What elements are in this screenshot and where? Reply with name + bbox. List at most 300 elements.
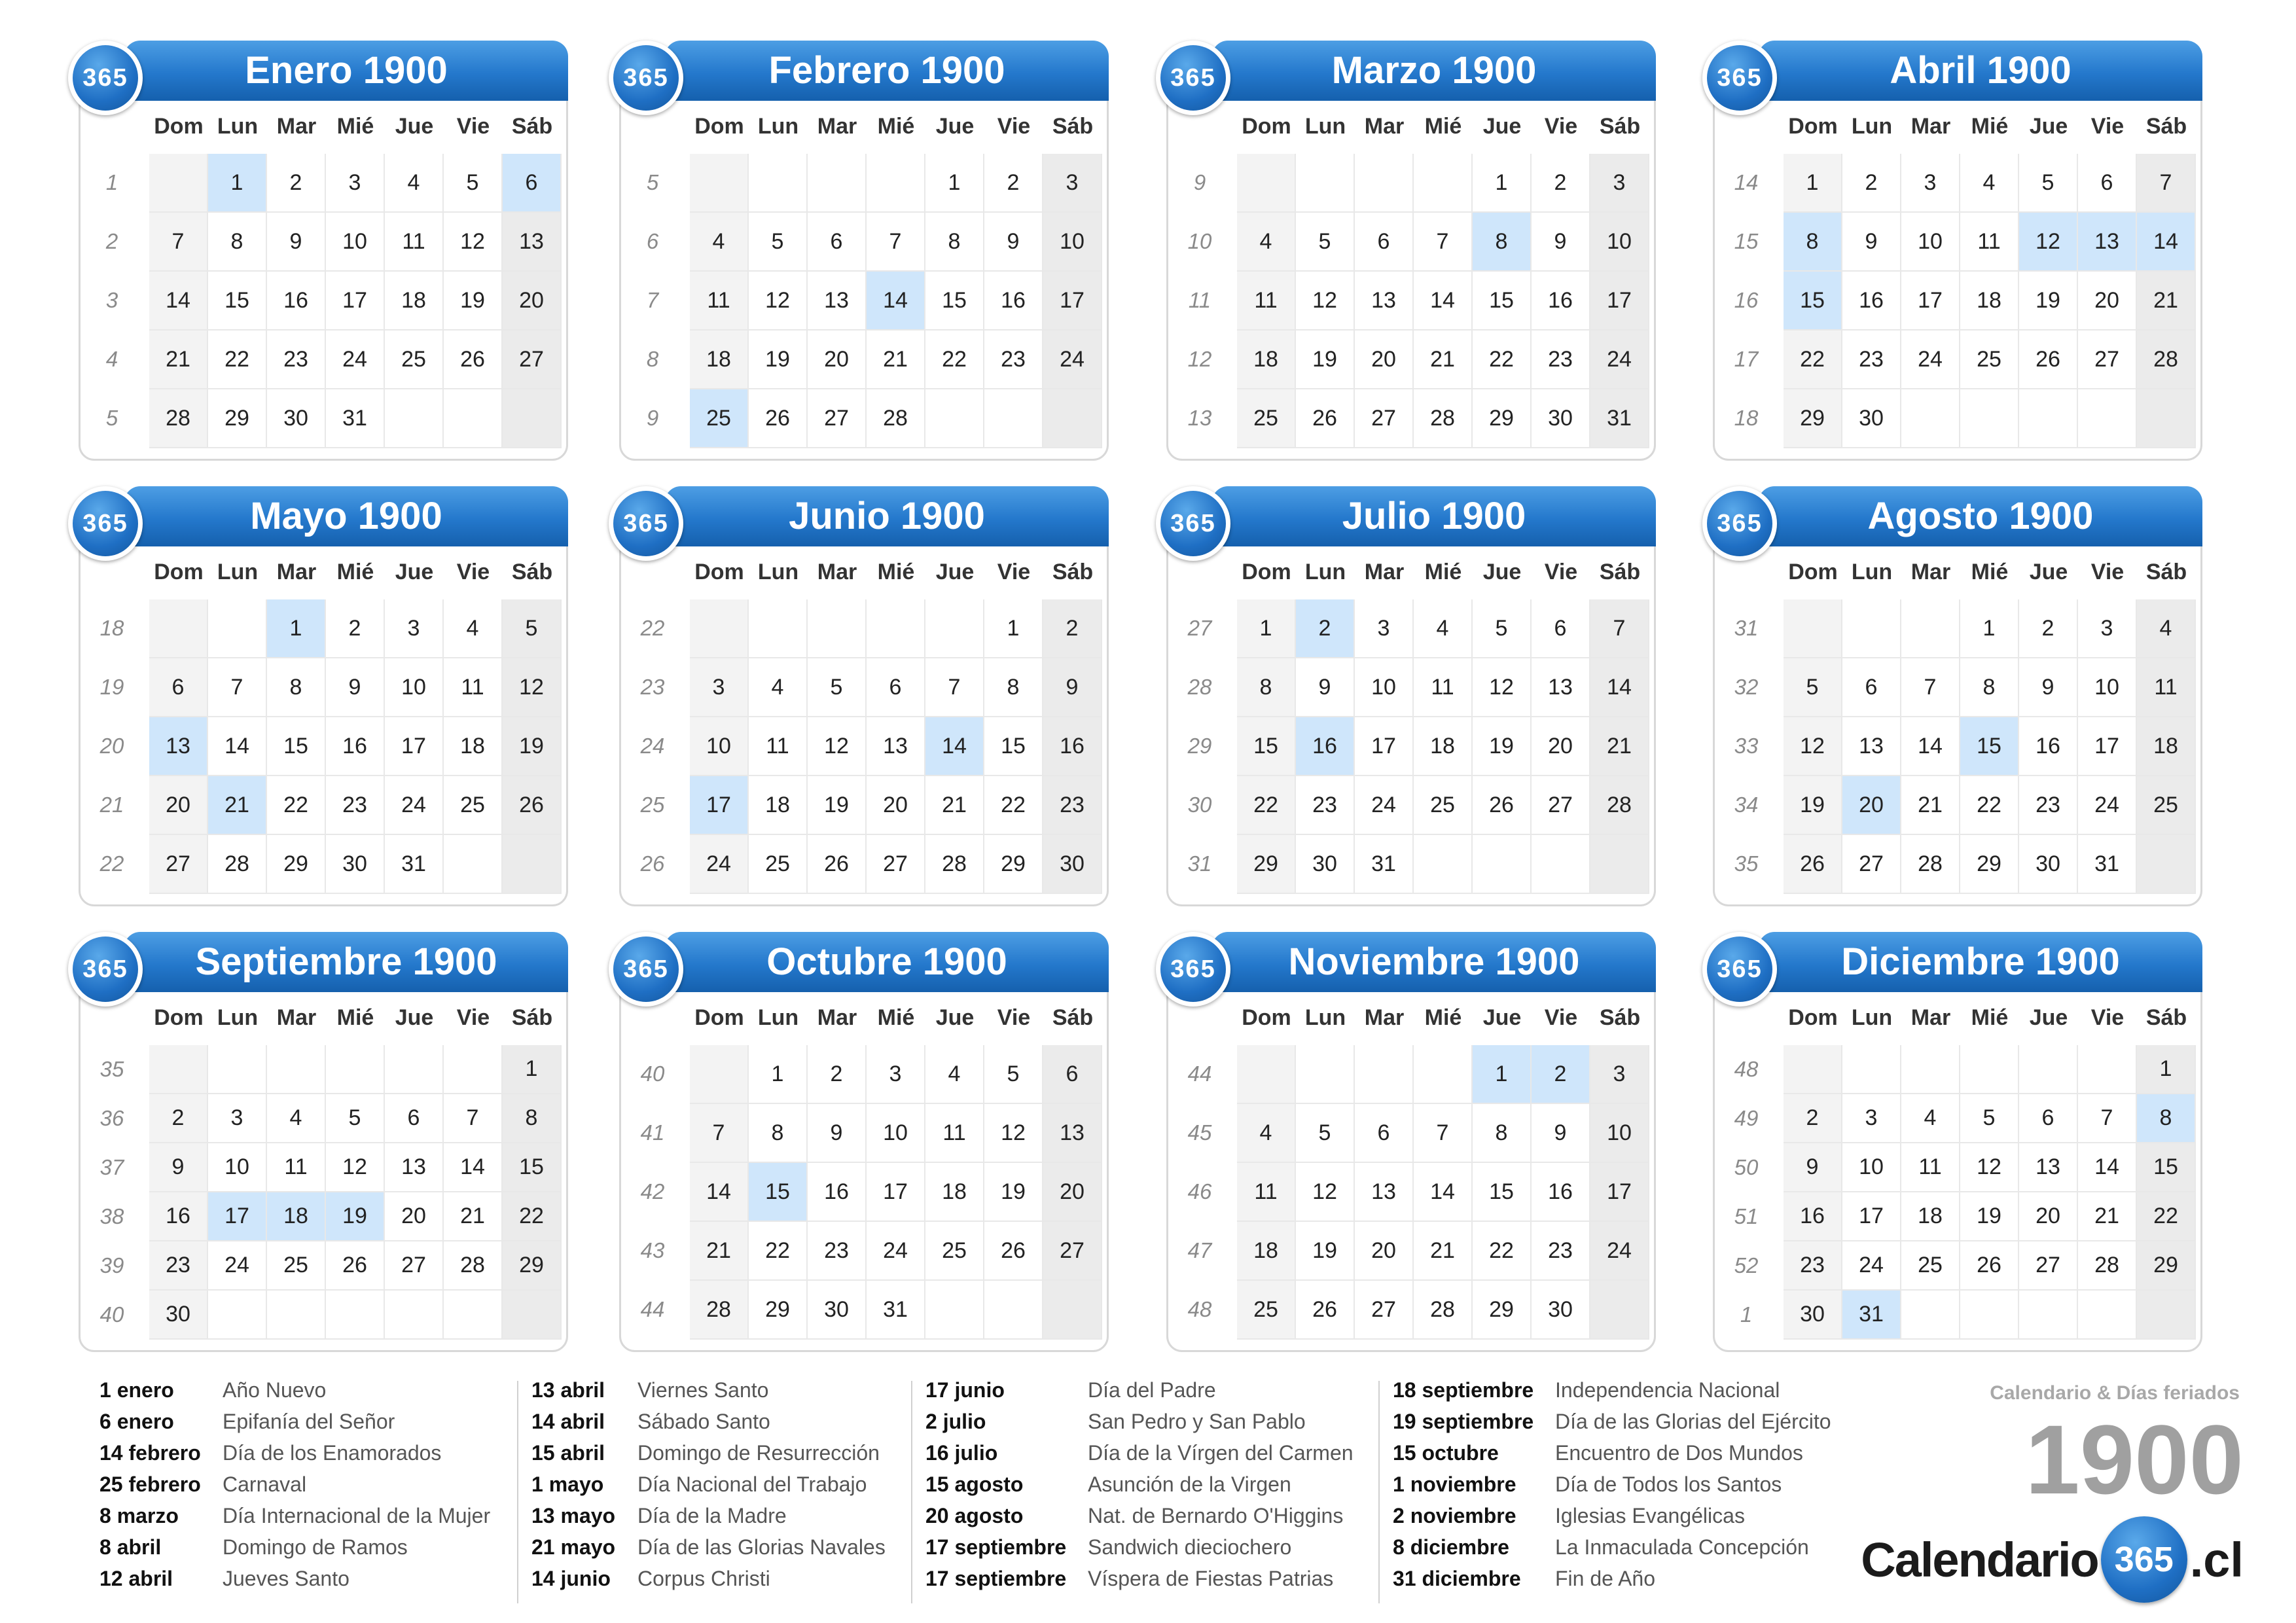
day-cell[interactable]: 20 xyxy=(1355,330,1414,389)
day-cell[interactable]: 27 xyxy=(1355,389,1414,448)
day-cell[interactable]: 1 xyxy=(1473,1045,1532,1104)
day-cell[interactable]: 1 xyxy=(1784,154,1842,213)
day-cell[interactable]: 21 xyxy=(690,1222,749,1281)
day-cell[interactable]: 1 xyxy=(984,599,1043,658)
day-cell[interactable]: 21 xyxy=(208,776,267,835)
day-cell[interactable]: 22 xyxy=(1237,776,1296,835)
day-cell[interactable]: 2 xyxy=(984,154,1043,213)
day-cell[interactable]: 3 xyxy=(1842,1094,1901,1143)
day-cell[interactable]: 10 xyxy=(690,717,749,776)
day-cell[interactable]: 23 xyxy=(1532,1222,1590,1281)
day-cell[interactable]: 17 xyxy=(2078,717,2137,776)
day-cell[interactable]: 14 xyxy=(690,1163,749,1222)
day-cell[interactable]: 27 xyxy=(2019,1241,2078,1291)
day-cell[interactable]: 9 xyxy=(1296,658,1355,717)
day-cell[interactable]: 14 xyxy=(925,717,984,776)
day-cell[interactable]: 10 xyxy=(1355,658,1414,717)
day-cell[interactable]: 27 xyxy=(1355,1281,1414,1340)
day-cell[interactable]: 15 xyxy=(1473,272,1532,330)
day-cell[interactable]: 1 xyxy=(1473,154,1532,213)
day-cell[interactable]: 2 xyxy=(1784,1094,1842,1143)
day-cell[interactable]: 10 xyxy=(1590,1104,1649,1163)
day-cell[interactable]: 11 xyxy=(1901,1143,1960,1192)
day-cell[interactable]: 12 xyxy=(984,1104,1043,1163)
day-cell[interactable]: 25 xyxy=(1960,330,2019,389)
day-cell[interactable]: 19 xyxy=(326,1192,385,1241)
day-cell[interactable]: 6 xyxy=(1842,658,1901,717)
day-cell[interactable]: 29 xyxy=(503,1241,562,1291)
day-cell[interactable]: 16 xyxy=(1532,1163,1590,1222)
day-cell[interactable]: 3 xyxy=(867,1045,925,1104)
day-cell[interactable]: 17 xyxy=(1842,1192,1901,1241)
day-cell[interactable]: 17 xyxy=(1043,272,1102,330)
day-cell[interactable]: 30 xyxy=(1784,1291,1842,1340)
day-cell[interactable]: 14 xyxy=(1590,658,1649,717)
day-cell[interactable]: 22 xyxy=(1473,330,1532,389)
day-cell[interactable]: 17 xyxy=(1590,1163,1649,1222)
day-cell[interactable]: 20 xyxy=(2019,1192,2078,1241)
day-cell[interactable]: 4 xyxy=(690,213,749,272)
day-cell[interactable]: 19 xyxy=(1473,717,1532,776)
day-cell[interactable]: 14 xyxy=(444,1143,503,1192)
day-cell[interactable]: 23 xyxy=(149,1241,208,1291)
day-cell[interactable]: 23 xyxy=(984,330,1043,389)
day-cell[interactable]: 4 xyxy=(385,154,444,213)
day-cell[interactable]: 16 xyxy=(149,1192,208,1241)
day-cell[interactable]: 30 xyxy=(808,1281,867,1340)
day-cell[interactable]: 9 xyxy=(2019,658,2078,717)
day-cell[interactable]: 3 xyxy=(326,154,385,213)
day-cell[interactable]: 28 xyxy=(444,1241,503,1291)
day-cell[interactable]: 13 xyxy=(1355,272,1414,330)
day-cell[interactable]: 4 xyxy=(267,1094,326,1143)
day-cell[interactable]: 2 xyxy=(1532,1045,1590,1104)
day-cell[interactable]: 26 xyxy=(1473,776,1532,835)
brand-logo[interactable] xyxy=(1861,1517,2244,1602)
day-cell[interactable]: 4 xyxy=(925,1045,984,1104)
day-cell[interactable]: 12 xyxy=(2019,213,2078,272)
day-cell[interactable]: 11 xyxy=(444,658,503,717)
day-cell[interactable]: 4 xyxy=(1901,1094,1960,1143)
day-cell[interactable]: 16 xyxy=(808,1163,867,1222)
day-cell[interactable]: 19 xyxy=(1960,1192,2019,1241)
day-cell[interactable]: 27 xyxy=(149,835,208,894)
day-cell[interactable]: 7 xyxy=(2137,154,2196,213)
day-cell[interactable]: 31 xyxy=(326,389,385,448)
day-cell[interactable]: 20 xyxy=(2078,272,2137,330)
day-cell[interactable]: 14 xyxy=(867,272,925,330)
day-cell[interactable]: 2 xyxy=(149,1094,208,1143)
day-cell[interactable]: 12 xyxy=(444,213,503,272)
day-cell[interactable]: 1 xyxy=(925,154,984,213)
day-cell[interactable]: 4 xyxy=(444,599,503,658)
day-cell[interactable]: 16 xyxy=(267,272,326,330)
day-cell[interactable]: 18 xyxy=(1237,1222,1296,1281)
day-cell[interactable]: 20 xyxy=(1355,1222,1414,1281)
day-cell[interactable]: 13 xyxy=(503,213,562,272)
day-cell[interactable]: 18 xyxy=(385,272,444,330)
day-cell[interactable]: 14 xyxy=(1414,272,1473,330)
day-cell[interactable]: 14 xyxy=(1414,1163,1473,1222)
day-cell[interactable]: 10 xyxy=(208,1143,267,1192)
day-cell[interactable]: 26 xyxy=(326,1241,385,1291)
day-cell[interactable]: 16 xyxy=(1043,717,1102,776)
day-cell[interactable]: 12 xyxy=(503,658,562,717)
day-cell[interactable]: 27 xyxy=(1532,776,1590,835)
day-cell[interactable]: 24 xyxy=(326,330,385,389)
day-cell[interactable]: 27 xyxy=(1043,1222,1102,1281)
day-cell[interactable]: 17 xyxy=(326,272,385,330)
day-cell[interactable]: 8 xyxy=(208,213,267,272)
day-cell[interactable]: 13 xyxy=(1043,1104,1102,1163)
day-cell[interactable]: 9 xyxy=(1532,213,1590,272)
day-cell[interactable]: 13 xyxy=(385,1143,444,1192)
day-cell[interactable]: 1 xyxy=(208,154,267,213)
day-cell[interactable]: 13 xyxy=(1355,1163,1414,1222)
day-cell[interactable]: 22 xyxy=(1784,330,1842,389)
day-cell[interactable]: 18 xyxy=(267,1192,326,1241)
day-cell[interactable]: 27 xyxy=(867,835,925,894)
day-cell[interactable]: 26 xyxy=(1784,835,1842,894)
day-cell[interactable]: 3 xyxy=(1043,154,1102,213)
day-cell[interactable]: 1 xyxy=(1237,599,1296,658)
day-cell[interactable]: 8 xyxy=(984,658,1043,717)
day-cell[interactable]: 16 xyxy=(2019,717,2078,776)
day-cell[interactable]: 15 xyxy=(1473,1163,1532,1222)
day-cell[interactable]: 25 xyxy=(1237,1281,1296,1340)
day-cell[interactable]: 16 xyxy=(326,717,385,776)
day-cell[interactable]: 22 xyxy=(1473,1222,1532,1281)
day-cell[interactable]: 15 xyxy=(208,272,267,330)
day-cell[interactable]: 28 xyxy=(208,835,267,894)
day-cell[interactable]: 20 xyxy=(1842,776,1901,835)
day-cell[interactable]: 26 xyxy=(444,330,503,389)
day-cell[interactable]: 3 xyxy=(1590,154,1649,213)
day-cell[interactable]: 27 xyxy=(2078,330,2137,389)
day-cell[interactable]: 26 xyxy=(1296,1281,1355,1340)
day-cell[interactable]: 7 xyxy=(208,658,267,717)
day-cell[interactable]: 6 xyxy=(1355,213,1414,272)
day-cell[interactable]: 8 xyxy=(1473,1104,1532,1163)
day-cell[interactable]: 25 xyxy=(749,835,808,894)
day-cell[interactable]: 14 xyxy=(1901,717,1960,776)
day-cell[interactable]: 11 xyxy=(1414,658,1473,717)
day-cell[interactable]: 1 xyxy=(2137,1045,2196,1094)
day-cell[interactable]: 7 xyxy=(444,1094,503,1143)
day-cell[interactable]: 9 xyxy=(267,213,326,272)
day-cell[interactable]: 21 xyxy=(2137,272,2196,330)
day-cell[interactable]: 24 xyxy=(690,835,749,894)
day-cell[interactable]: 11 xyxy=(690,272,749,330)
day-cell[interactable]: 24 xyxy=(208,1241,267,1291)
day-cell[interactable]: 19 xyxy=(1296,1222,1355,1281)
day-cell[interactable]: 5 xyxy=(1296,213,1355,272)
day-cell[interactable]: 29 xyxy=(267,835,326,894)
day-cell[interactable]: 27 xyxy=(503,330,562,389)
day-cell[interactable]: 7 xyxy=(149,213,208,272)
day-cell[interactable]: 2 xyxy=(1532,154,1590,213)
day-cell[interactable]: 10 xyxy=(326,213,385,272)
day-cell[interactable]: 4 xyxy=(1237,213,1296,272)
day-cell[interactable]: 19 xyxy=(1784,776,1842,835)
day-cell[interactable]: 23 xyxy=(1532,330,1590,389)
day-cell[interactable]: 25 xyxy=(444,776,503,835)
day-cell[interactable]: 19 xyxy=(444,272,503,330)
day-cell[interactable]: 23 xyxy=(808,1222,867,1281)
day-cell[interactable]: 22 xyxy=(984,776,1043,835)
day-cell[interactable]: 29 xyxy=(749,1281,808,1340)
day-cell[interactable]: 25 xyxy=(925,1222,984,1281)
day-cell[interactable]: 29 xyxy=(208,389,267,448)
day-cell[interactable]: 17 xyxy=(1355,717,1414,776)
day-cell[interactable]: 27 xyxy=(808,389,867,448)
day-cell[interactable]: 17 xyxy=(690,776,749,835)
day-cell[interactable]: 23 xyxy=(1296,776,1355,835)
day-cell[interactable]: 17 xyxy=(1901,272,1960,330)
day-cell[interactable]: 5 xyxy=(749,213,808,272)
day-cell[interactable]: 21 xyxy=(1414,330,1473,389)
day-cell[interactable]: 19 xyxy=(749,330,808,389)
day-cell[interactable]: 6 xyxy=(503,154,562,213)
day-cell[interactable]: 6 xyxy=(1532,599,1590,658)
day-cell[interactable]: 28 xyxy=(1590,776,1649,835)
day-cell[interactable]: 5 xyxy=(1784,658,1842,717)
day-cell[interactable]: 18 xyxy=(1414,717,1473,776)
day-cell[interactable]: 30 xyxy=(1532,1281,1590,1340)
day-cell[interactable]: 17 xyxy=(867,1163,925,1222)
day-cell[interactable]: 8 xyxy=(1960,658,2019,717)
day-cell[interactable]: 22 xyxy=(925,330,984,389)
day-cell[interactable]: 12 xyxy=(1784,717,1842,776)
day-cell[interactable]: 24 xyxy=(1355,776,1414,835)
day-cell[interactable]: 15 xyxy=(1960,717,2019,776)
day-cell[interactable]: 29 xyxy=(1960,835,2019,894)
day-cell[interactable]: 10 xyxy=(1590,213,1649,272)
day-cell[interactable]: 12 xyxy=(326,1143,385,1192)
day-cell[interactable]: 31 xyxy=(867,1281,925,1340)
day-cell[interactable]: 26 xyxy=(503,776,562,835)
day-cell[interactable]: 2 xyxy=(808,1045,867,1104)
day-cell[interactable]: 23 xyxy=(2019,776,2078,835)
day-cell[interactable]: 9 xyxy=(984,213,1043,272)
day-cell[interactable]: 28 xyxy=(925,835,984,894)
day-cell[interactable]: 16 xyxy=(1784,1192,1842,1241)
day-cell[interactable]: 23 xyxy=(1784,1241,1842,1291)
day-cell[interactable]: 17 xyxy=(208,1192,267,1241)
day-cell[interactable]: 8 xyxy=(2137,1094,2196,1143)
day-cell[interactable]: 27 xyxy=(1842,835,1901,894)
day-cell[interactable]: 18 xyxy=(925,1163,984,1222)
day-cell[interactable]: 25 xyxy=(267,1241,326,1291)
day-cell[interactable]: 25 xyxy=(1414,776,1473,835)
day-cell[interactable]: 25 xyxy=(1901,1241,1960,1291)
day-cell[interactable]: 30 xyxy=(1842,389,1901,448)
day-cell[interactable]: 20 xyxy=(1043,1163,1102,1222)
day-cell[interactable]: 19 xyxy=(808,776,867,835)
day-cell[interactable]: 28 xyxy=(1414,1281,1473,1340)
day-cell[interactable]: 5 xyxy=(2019,154,2078,213)
day-cell[interactable]: 24 xyxy=(1590,330,1649,389)
day-cell[interactable]: 11 xyxy=(2137,658,2196,717)
day-cell[interactable]: 18 xyxy=(444,717,503,776)
day-cell[interactable]: 21 xyxy=(1901,776,1960,835)
day-cell[interactable]: 21 xyxy=(2078,1192,2137,1241)
day-cell[interactable]: 2 xyxy=(1296,599,1355,658)
day-cell[interactable]: 3 xyxy=(1590,1045,1649,1104)
day-cell[interactable]: 25 xyxy=(2137,776,2196,835)
day-cell[interactable]: 10 xyxy=(1901,213,1960,272)
day-cell[interactable]: 1 xyxy=(1960,599,2019,658)
day-cell[interactable]: 8 xyxy=(267,658,326,717)
day-cell[interactable]: 13 xyxy=(808,272,867,330)
day-cell[interactable]: 18 xyxy=(2137,717,2196,776)
day-cell[interactable]: 13 xyxy=(867,717,925,776)
day-cell[interactable]: 21 xyxy=(925,776,984,835)
day-cell[interactable]: 2 xyxy=(1043,599,1102,658)
day-cell[interactable]: 31 xyxy=(1590,389,1649,448)
day-cell[interactable]: 24 xyxy=(1043,330,1102,389)
day-cell[interactable]: 5 xyxy=(1296,1104,1355,1163)
day-cell[interactable]: 30 xyxy=(1043,835,1102,894)
day-cell[interactable]: 3 xyxy=(1355,599,1414,658)
day-cell[interactable]: 11 xyxy=(385,213,444,272)
day-cell[interactable]: 22 xyxy=(1960,776,2019,835)
day-cell[interactable]: 31 xyxy=(1355,835,1414,894)
day-cell[interactable]: 26 xyxy=(2019,330,2078,389)
day-cell[interactable]: 15 xyxy=(267,717,326,776)
day-cell[interactable]: 6 xyxy=(1043,1045,1102,1104)
day-cell[interactable]: 6 xyxy=(1355,1104,1414,1163)
day-cell[interactable]: 2 xyxy=(2019,599,2078,658)
day-cell[interactable]: 29 xyxy=(1784,389,1842,448)
day-cell[interactable]: 20 xyxy=(808,330,867,389)
day-cell[interactable]: 22 xyxy=(749,1222,808,1281)
day-cell[interactable]: 25 xyxy=(690,389,749,448)
day-cell[interactable]: 5 xyxy=(984,1045,1043,1104)
day-cell[interactable]: 6 xyxy=(808,213,867,272)
day-cell[interactable]: 15 xyxy=(984,717,1043,776)
day-cell[interactable]: 9 xyxy=(808,1104,867,1163)
day-cell[interactable]: 16 xyxy=(1842,272,1901,330)
day-cell[interactable]: 6 xyxy=(385,1094,444,1143)
day-cell[interactable]: 9 xyxy=(326,658,385,717)
day-cell[interactable]: 15 xyxy=(749,1163,808,1222)
day-cell[interactable]: 7 xyxy=(1414,213,1473,272)
day-cell[interactable]: 4 xyxy=(1237,1104,1296,1163)
day-cell[interactable]: 19 xyxy=(984,1163,1043,1222)
day-cell[interactable]: 10 xyxy=(2078,658,2137,717)
day-cell[interactable]: 24 xyxy=(867,1222,925,1281)
day-cell[interactable]: 29 xyxy=(1473,1281,1532,1340)
day-cell[interactable]: 29 xyxy=(2137,1241,2196,1291)
day-cell[interactable]: 15 xyxy=(1784,272,1842,330)
day-cell[interactable]: 11 xyxy=(1237,272,1296,330)
day-cell[interactable]: 7 xyxy=(1901,658,1960,717)
day-cell[interactable]: 31 xyxy=(1842,1291,1901,1340)
day-cell[interactable]: 22 xyxy=(503,1192,562,1241)
day-cell[interactable]: 28 xyxy=(2137,330,2196,389)
day-cell[interactable]: 21 xyxy=(1590,717,1649,776)
day-cell[interactable]: 9 xyxy=(1532,1104,1590,1163)
day-cell[interactable]: 18 xyxy=(690,330,749,389)
day-cell[interactable]: 12 xyxy=(808,717,867,776)
day-cell[interactable]: 1 xyxy=(267,599,326,658)
day-cell[interactable]: 5 xyxy=(503,599,562,658)
day-cell[interactable]: 5 xyxy=(326,1094,385,1143)
day-cell[interactable]: 28 xyxy=(149,389,208,448)
day-cell[interactable]: 26 xyxy=(984,1222,1043,1281)
day-cell[interactable]: 23 xyxy=(326,776,385,835)
day-cell[interactable]: 15 xyxy=(2137,1143,2196,1192)
day-cell[interactable]: 11 xyxy=(749,717,808,776)
day-cell[interactable]: 7 xyxy=(1590,599,1649,658)
day-cell[interactable]: 11 xyxy=(925,1104,984,1163)
day-cell[interactable]: 17 xyxy=(1590,272,1649,330)
day-cell[interactable]: 23 xyxy=(1043,776,1102,835)
day-cell[interactable]: 1 xyxy=(749,1045,808,1104)
day-cell[interactable]: 5 xyxy=(444,154,503,213)
day-cell[interactable]: 20 xyxy=(385,1192,444,1241)
day-cell[interactable]: 9 xyxy=(149,1143,208,1192)
day-cell[interactable]: 11 xyxy=(267,1143,326,1192)
day-cell[interactable]: 24 xyxy=(1901,330,1960,389)
day-cell[interactable]: 27 xyxy=(385,1241,444,1291)
day-cell[interactable]: 28 xyxy=(867,389,925,448)
day-cell[interactable]: 20 xyxy=(867,776,925,835)
day-cell[interactable]: 15 xyxy=(503,1143,562,1192)
day-cell[interactable]: 24 xyxy=(2078,776,2137,835)
day-cell[interactable]: 8 xyxy=(1784,213,1842,272)
day-cell[interactable]: 16 xyxy=(1296,717,1355,776)
day-cell[interactable]: 28 xyxy=(2078,1241,2137,1291)
day-cell[interactable]: 3 xyxy=(208,1094,267,1143)
day-cell[interactable]: 12 xyxy=(1473,658,1532,717)
day-cell[interactable]: 17 xyxy=(385,717,444,776)
day-cell[interactable]: 3 xyxy=(690,658,749,717)
day-cell[interactable]: 28 xyxy=(1414,389,1473,448)
day-cell[interactable]: 30 xyxy=(1532,389,1590,448)
day-cell[interactable]: 24 xyxy=(385,776,444,835)
day-cell[interactable]: 4 xyxy=(2137,599,2196,658)
day-cell[interactable]: 3 xyxy=(385,599,444,658)
day-cell[interactable]: 10 xyxy=(867,1104,925,1163)
day-cell[interactable]: 1 xyxy=(503,1045,562,1094)
day-cell[interactable]: 30 xyxy=(1296,835,1355,894)
day-cell[interactable]: 5 xyxy=(1473,599,1532,658)
day-cell[interactable]: 7 xyxy=(867,213,925,272)
day-cell[interactable]: 18 xyxy=(1901,1192,1960,1241)
day-cell[interactable]: 10 xyxy=(385,658,444,717)
day-cell[interactable]: 4 xyxy=(1960,154,2019,213)
day-cell[interactable]: 4 xyxy=(1414,599,1473,658)
day-cell[interactable]: 8 xyxy=(749,1104,808,1163)
day-cell[interactable]: 31 xyxy=(385,835,444,894)
day-cell[interactable]: 30 xyxy=(326,835,385,894)
day-cell[interactable]: 7 xyxy=(1414,1104,1473,1163)
day-cell[interactable]: 23 xyxy=(267,330,326,389)
day-cell[interactable]: 28 xyxy=(690,1281,749,1340)
day-cell[interactable]: 14 xyxy=(149,272,208,330)
day-cell[interactable]: 9 xyxy=(1842,213,1901,272)
day-cell[interactable]: 31 xyxy=(2078,835,2137,894)
day-cell[interactable]: 2 xyxy=(326,599,385,658)
day-cell[interactable]: 20 xyxy=(1532,717,1590,776)
day-cell[interactable]: 24 xyxy=(1590,1222,1649,1281)
day-cell[interactable]: 21 xyxy=(867,330,925,389)
day-cell[interactable]: 5 xyxy=(1960,1094,2019,1143)
day-cell[interactable]: 6 xyxy=(867,658,925,717)
day-cell[interactable]: 14 xyxy=(2078,1143,2137,1192)
